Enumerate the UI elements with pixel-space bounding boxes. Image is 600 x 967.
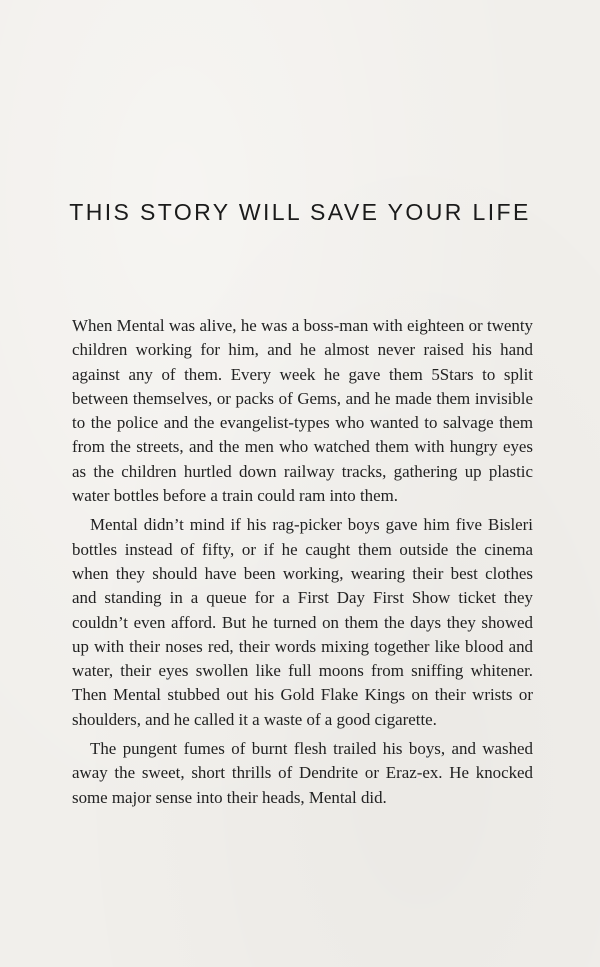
paragraph-2: Mental didn’t mind if his rag-picker boys gave him five Bisleri bottles instead of fifty, or if he caught them outside the cinema when they should have been working, wearing their best clothes and standing in a queue for a First Day First Show ticket they couldn’t even afford. But he turned on them the days they showed up with their noses red, their words mixing together like blood and water, their eyes swollen like full moons from sniffing whitener. Then Mental stubbed out his Gold Flake Kings on their wrists or shoulders, and he called it a waste of a good cigarette. bbox=[72, 515, 533, 729]
chapter-body bbox=[72, 314, 533, 815]
chapter-title: THIS STORY WILL SAVE YOUR LIFE bbox=[69, 199, 531, 225]
paragraph-3: The pungent fumes of burnt flesh trailed his boys, and washed away the sweet, short thrills of Dendrite or Eraz-ex. He knocked some major sense into their heads, Mental did. bbox=[72, 739, 533, 807]
paragraph-1: When Mental was alive, he was a boss-man with eighteen or twenty children working for him, and he almost never raised his hand against any of them. Every week he gave them 5Stars to split between themselves, or packs of Gems, and he made them invisible to the police and the evangelist-types who wanted to salvage them from the streets, and the men who watched them with hungry eyes as the children hurtled down railway tracks, gathering up plastic water bottles before a train could ram into them. bbox=[72, 316, 533, 506]
